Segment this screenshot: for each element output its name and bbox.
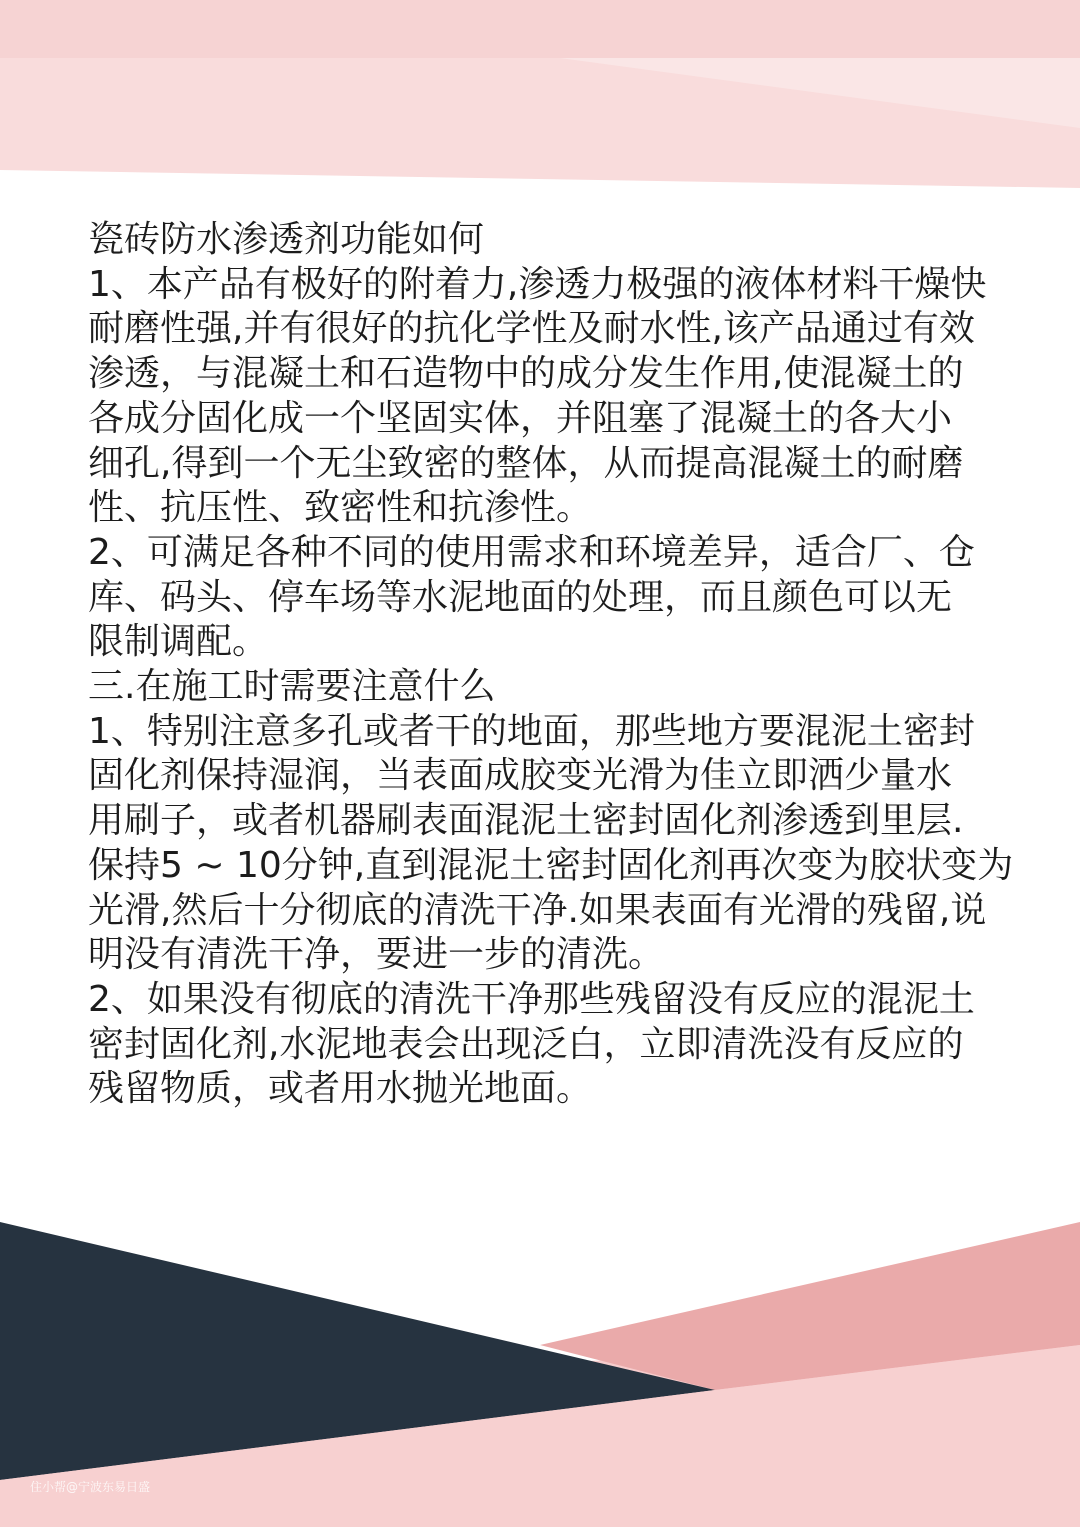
- text-line: 残留物质，或者用水抛光地面。: [88, 1068, 593, 1110]
- text-line: 1、本产品有极好的附着力,渗透力极强的液体材料干燥快: [88, 263, 987, 305]
- text-line: 2、如果没有彻底的清洗干净那些残留没有反应的混泥土: [88, 978, 975, 1020]
- text-line: 光滑,然后十分彻底的清洗干净.如果表面有光滑的残留,说: [88, 889, 987, 931]
- text-line: 固化剂保持湿润，当表面成胶变光滑为佳立即洒少量水: [88, 755, 953, 797]
- text-line: 明没有清洗干净，要进一步的清洗。: [88, 934, 665, 976]
- text-line: 库、码头、停车场等水泥地面的处理，而且颜色可以无: [88, 576, 953, 618]
- text-line: 密封固化剂,水泥地表会出现泛白，立即清洗没有反应的: [88, 1023, 964, 1065]
- document-title: 瓷砖防水渗透剂功能如何: [88, 219, 485, 260]
- text-line: 渗透，与混凝土和石造物中的成分发生作用,使混凝土的: [88, 353, 964, 395]
- text-line: 2、可满足各种不同的使用需求和环境差异，适合厂、仓: [88, 531, 975, 573]
- text-line: 用刷子，或者机器刷表面混泥土密封固化剂渗透到里层.: [88, 800, 964, 842]
- text-line: 各成分固化成一个坚固实体，并阻塞了混凝土的各大小: [88, 397, 953, 439]
- text-line: 耐磨性强,并有很好的抗化学性及耐水性,该产品通过有效: [88, 308, 975, 350]
- document-body: [88, 218, 1014, 1112]
- text-line: 性、抗压性、致密性和抗渗性。: [88, 487, 593, 529]
- text-line: 保持5 ~ 10分钟,直到混泥土密封固化剂再次变为胶状变为: [88, 844, 1014, 886]
- text-line: 限制调配。: [88, 621, 269, 663]
- watermark: 住小帮@宁波东易日盛: [30, 1480, 151, 1494]
- text-line: 细孔,得到一个无尘致密的整体，从而提高混凝土的耐磨: [88, 442, 964, 484]
- section-heading: 三.在施工时需要注意什么: [88, 666, 496, 708]
- text-line: 1、特别注意多孔或者干的地面，那些地方要混泥土密封: [88, 710, 975, 752]
